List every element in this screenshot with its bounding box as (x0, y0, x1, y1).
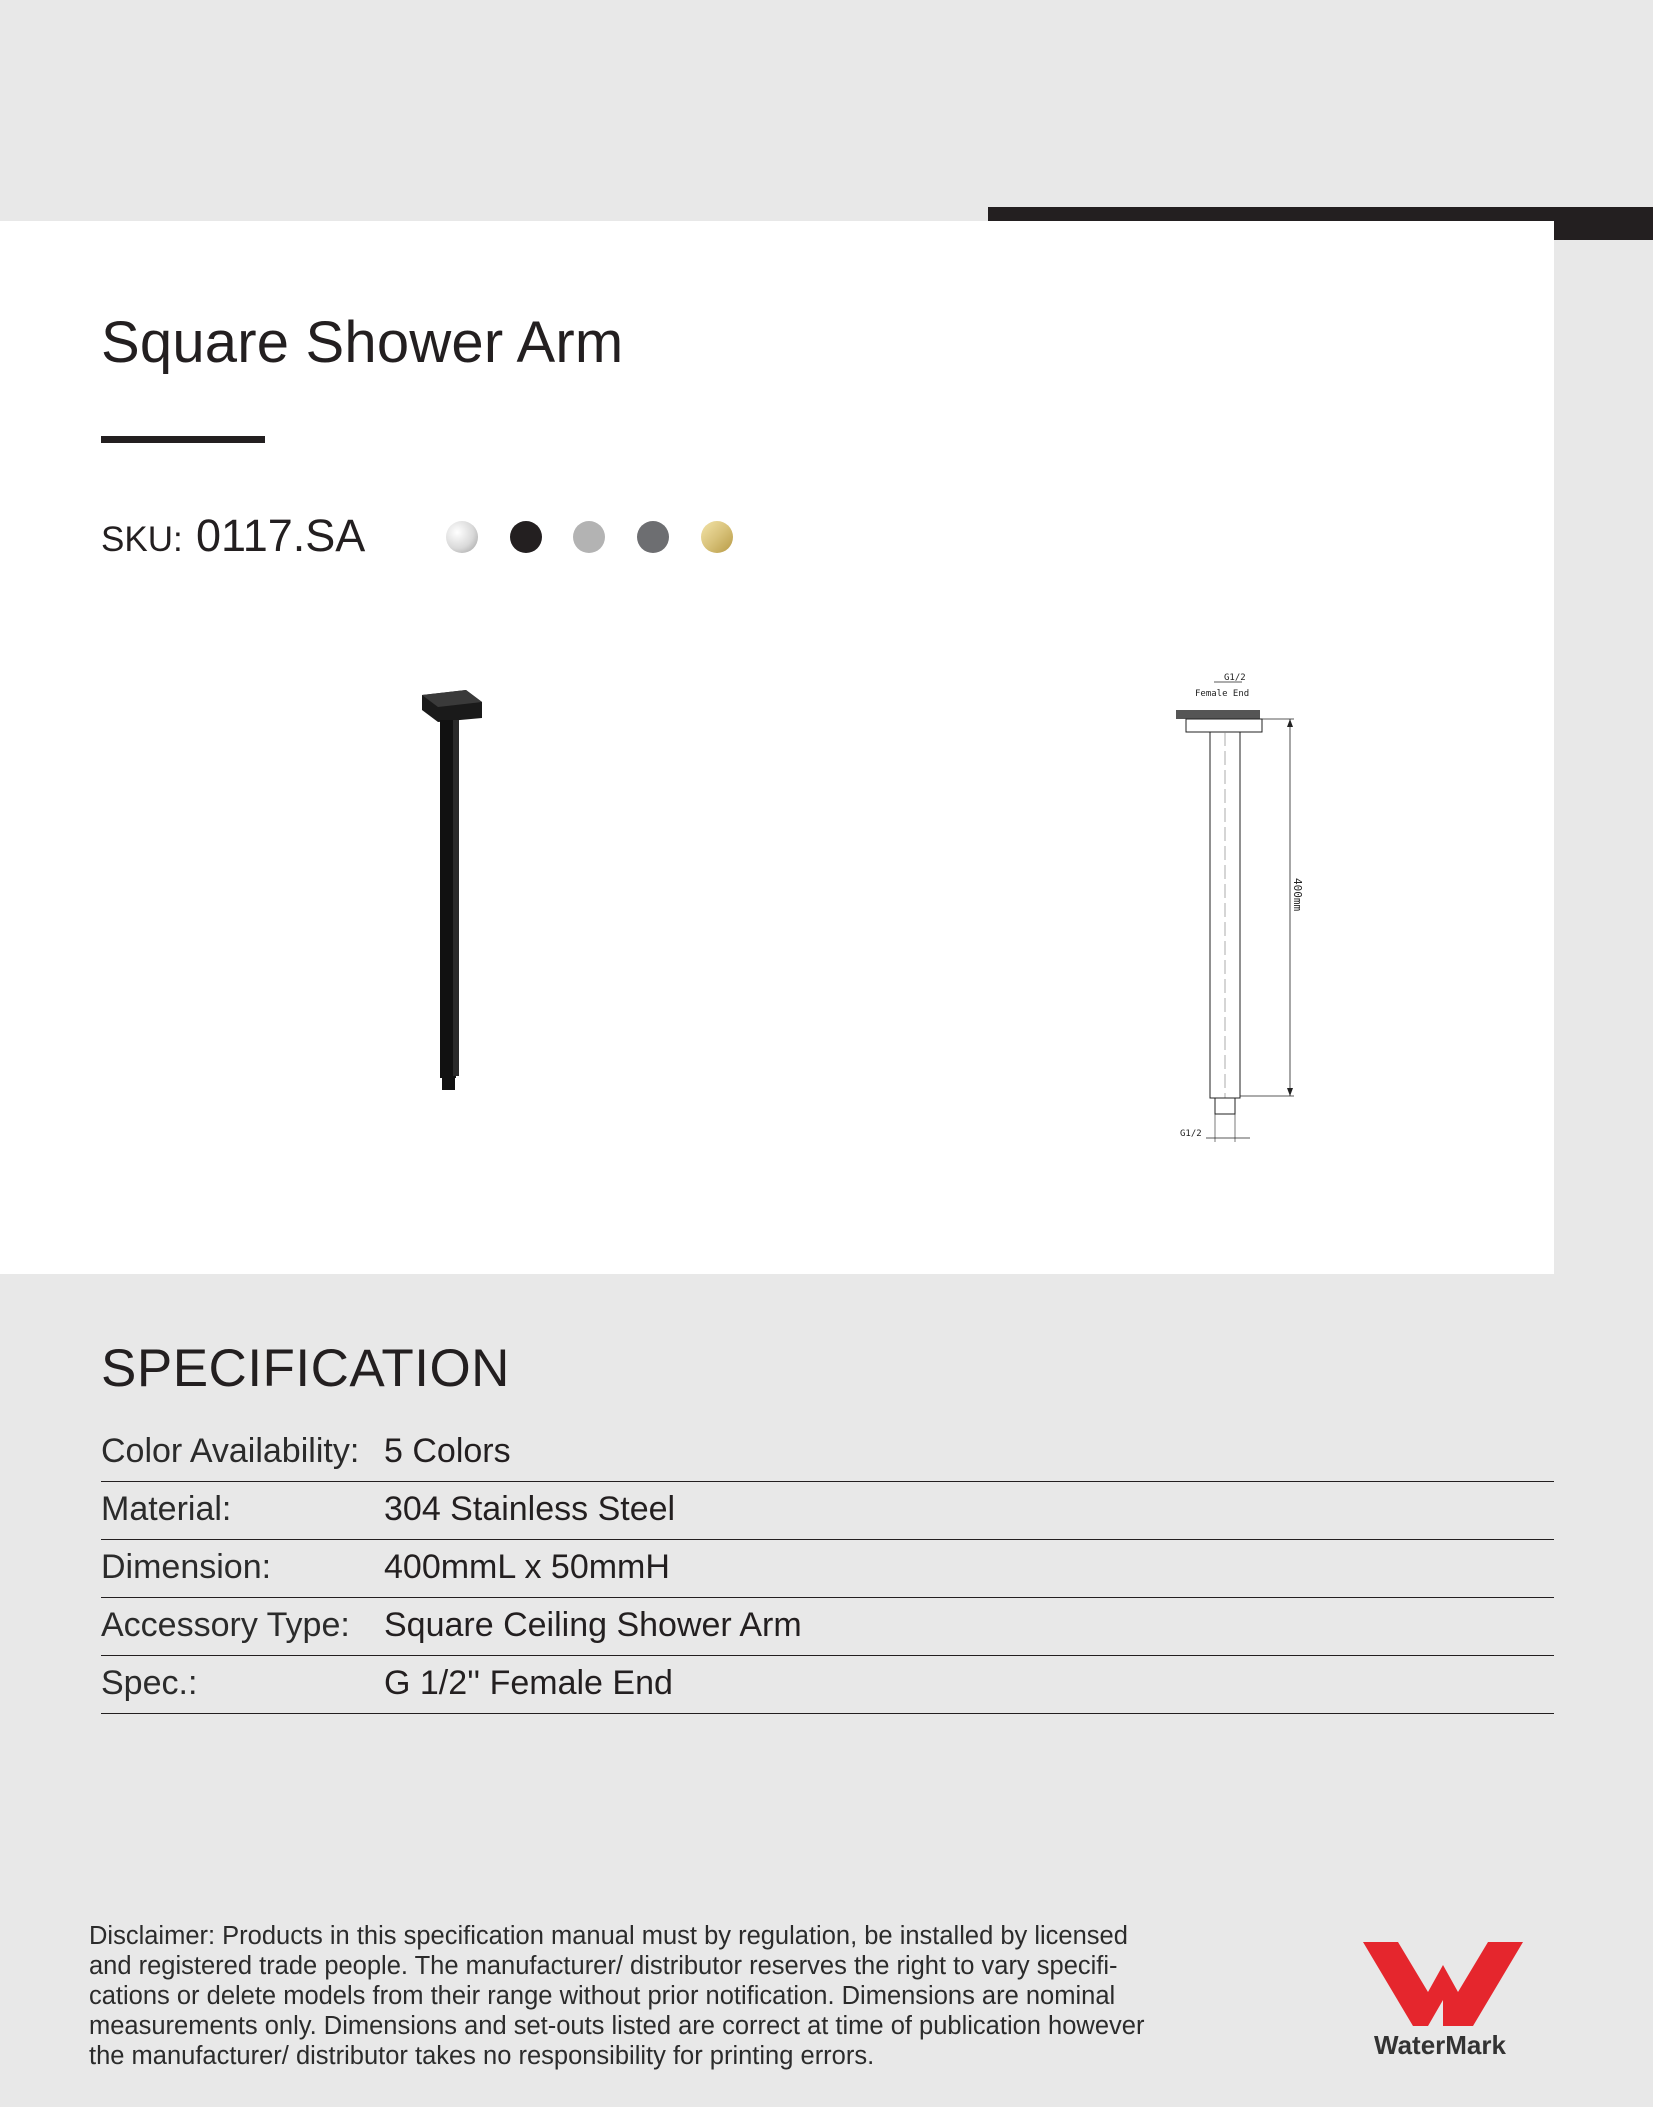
sku-value: 0117.SA (196, 510, 366, 561)
technical-drawing (1160, 660, 1320, 1150)
color-swatch-brushed-nickel[interactable] (573, 521, 605, 553)
spec-label: Color Availability: (101, 1432, 360, 1470)
spec-value: G 1/2'' Female End (384, 1664, 673, 1702)
watermark-logo-icon (1358, 1940, 1528, 2028)
color-swatch-gunmetal[interactable] (637, 521, 669, 553)
spec-value: Square Ceiling Shower Arm (384, 1606, 802, 1644)
spec-row (101, 1540, 1554, 1598)
disclaimer-line: cations or delete models from their range without prior notification. Dimensions are nominal (89, 1982, 1116, 2010)
disclaimer-text (89, 1921, 1189, 2071)
disclaimer-line: Disclaimer: Products in this specification manual must by regulation, be installed by licensed (89, 1922, 1128, 1950)
drawing-length-label: 400mm (1291, 878, 1304, 912)
title-underline (101, 436, 265, 443)
product-title: Square Shower Arm (101, 310, 624, 375)
spec-row (101, 1598, 1554, 1656)
disclaimer-line: the manufacturer/ distributor takes no responsibility for printing errors. (89, 2042, 875, 2070)
spec-value: 400mmL x 50mmH (384, 1548, 670, 1586)
spec-label: Accessory Type: (101, 1606, 350, 1644)
spec-row (101, 1482, 1554, 1540)
spec-value: 5 Colors (384, 1432, 511, 1470)
drawing-top-label-female-end: Female End (1195, 689, 1250, 699)
disclaimer-line: measurements only. Dimensions and set-outs listed are correct at time of publication however (89, 2012, 1145, 2040)
color-swatch-brushed-gold[interactable] (701, 521, 733, 553)
product-photo (410, 680, 490, 1100)
spec-value: 304 Stainless Steel (384, 1490, 676, 1528)
spec-label: Spec.: (101, 1664, 198, 1702)
disclaimer-line: and registered trade people. The manufacturer/ distributor reserves the right to vary specifi- (89, 1952, 1118, 1980)
spec-label: Dimension: (101, 1548, 272, 1586)
specification-heading: SPECIFICATION (101, 1339, 510, 1398)
spec-row (101, 1424, 1554, 1482)
product-panel (0, 221, 1554, 1274)
color-swatch-chrome[interactable] (446, 521, 478, 553)
drawing-top-label-g12: G1/2 (1224, 673, 1246, 683)
spec-label: Material: (101, 1490, 232, 1528)
watermark-logo-text: WaterMark (1374, 2030, 1506, 2060)
sku-label: SKU: (101, 520, 183, 559)
drawing-bottom-label-g12: G1/2 (1180, 1129, 1202, 1139)
specification-table (101, 1424, 1554, 1714)
spec-row (101, 1656, 1554, 1714)
color-swatch-matte-black[interactable] (510, 521, 542, 553)
